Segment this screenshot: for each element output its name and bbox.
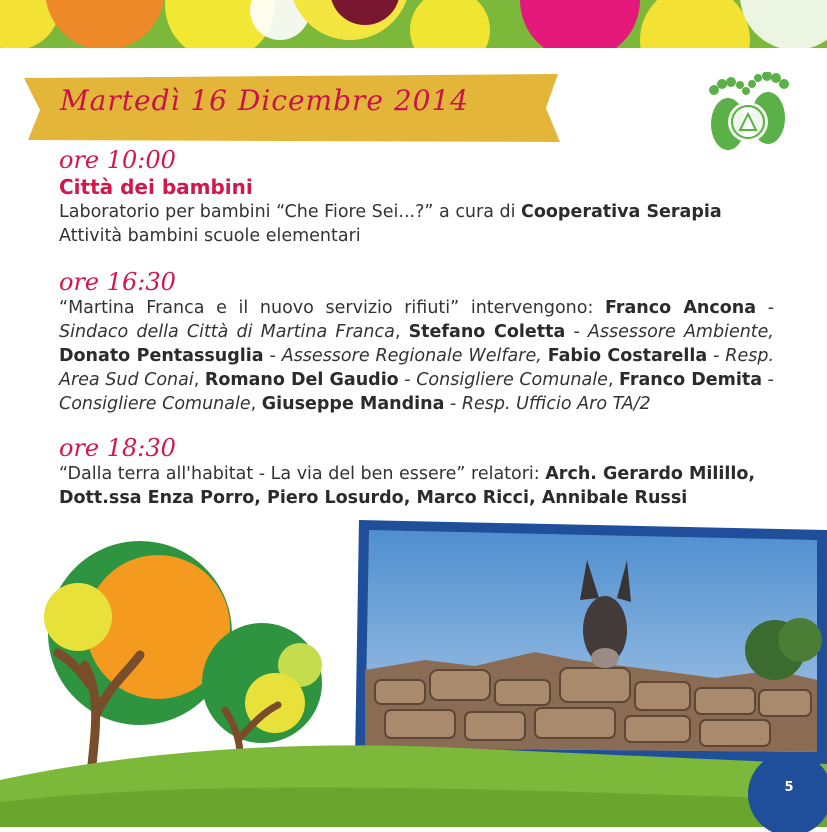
event-time: ore 16:30 (59, 268, 176, 296)
event-18-30 (59, 434, 774, 510)
event-description: Laboratorio per bambini “Che Fiore Sei...?” a cura di Cooperativa Serapia (59, 202, 722, 222)
bottom-hill (0, 740, 827, 827)
event-note: Attività bambini scuole elementari (59, 226, 361, 246)
donkey-photo (355, 520, 827, 775)
footprint-logo (700, 72, 795, 157)
event-title: Città dei bambini (59, 175, 253, 199)
page-number: 5 (784, 780, 794, 795)
trees-illustration (30, 535, 360, 770)
event-time: ore 18:30 (59, 434, 176, 462)
date-title: Martedì 16 Dicembre 2014 (60, 84, 470, 117)
event-description: “Dalla terra all'habitat - La via del ben essere” relatori: Arch. Gerardo Milillo, Dott.ssa Enza Porro, Piero Losurdo, Marco Ricci, Annibale Russi (59, 464, 756, 508)
event-time: ore 10:00 (59, 146, 176, 174)
top-decorative-band (0, 0, 827, 48)
event-10-00 (59, 146, 774, 248)
event-16-30 (59, 268, 774, 416)
event-description: “Martina Franca e il nuovo servizio rifiuti” intervengono: Franco Ancona - Sindaco della Città di Martina Franca, Stefano Coletta - Assessore Ambiente, Donato Pentassuglia - Assessore Regionale Welfare, Fabio Costarella - Resp. Area Sud Conai, Romano Del Gaudio - Consigliere Comunale, Franco Demita - Consigliere Comunale, Giuseppe Mandina - Resp. Ufficio Aro TA/2 (59, 298, 775, 414)
